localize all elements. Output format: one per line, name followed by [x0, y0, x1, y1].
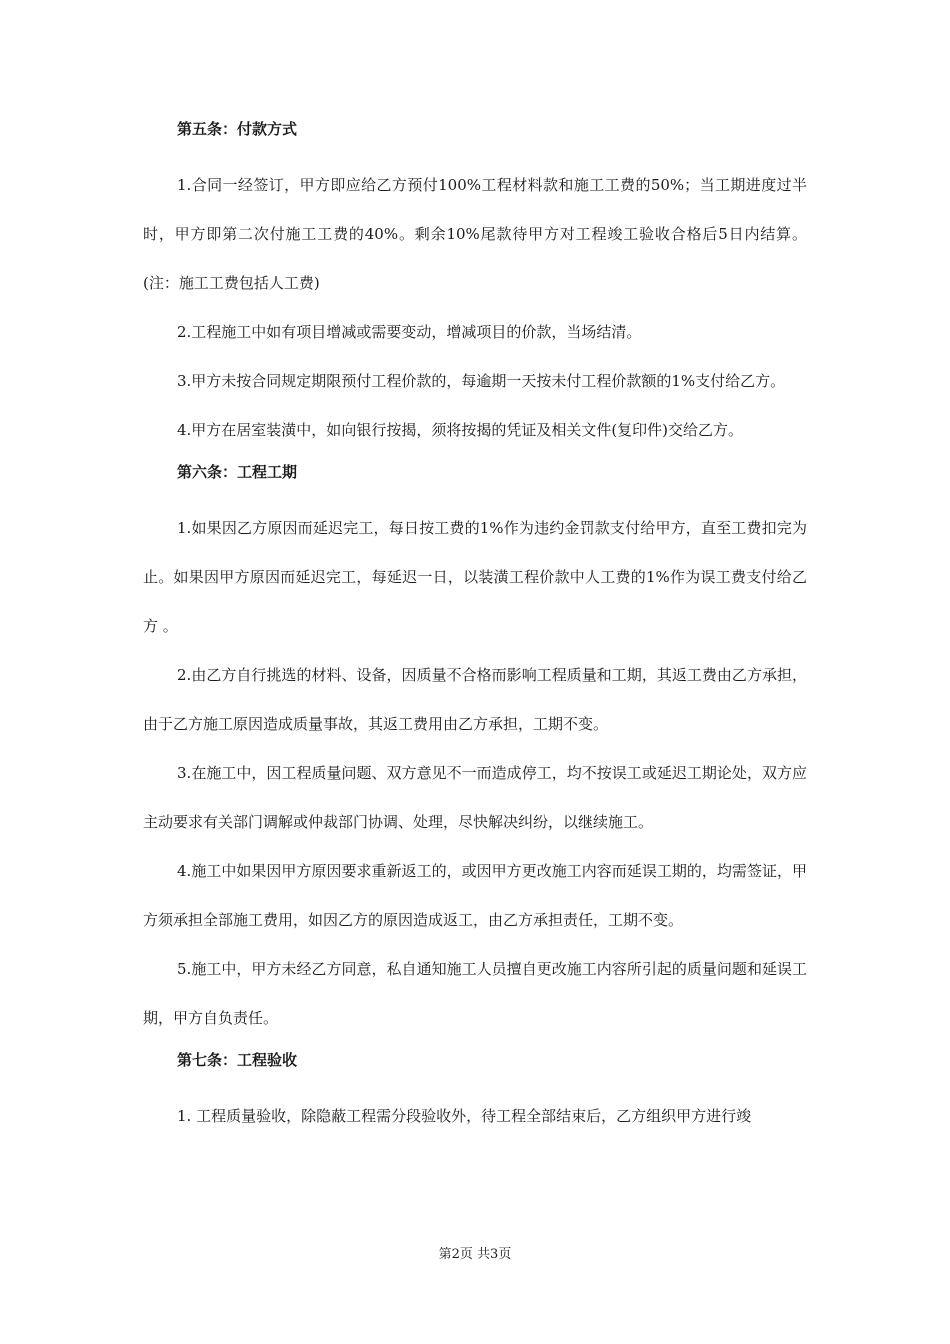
section-title: 第五条：付款方式: [177, 120, 298, 138]
paragraph: 5.施工中，甲方未经乙方同意，私自通知施工人员擅自更改施工内容所引起的质量问题和延误工期，甲方自负责任。: [143, 960, 807, 1027]
paragraph: 1. 工程质量验收，除隐蔽工程需分段验收外，待工程全部结束后，乙方组织甲方进行竣: [177, 1107, 752, 1125]
section-payment-method: [143, 112, 807, 455]
paragraph: 4.甲方在居室装潢中，如向银行按揭，须将按揭的凭证及相关文件(复印件)交给乙方。: [177, 421, 744, 439]
paragraph: 3.甲方未按合同规定期限预付工程价款的，每逾期一天按未付工程价款额的1%支付给乙方。: [177, 372, 786, 390]
section-construction-period: [143, 455, 807, 1043]
section-acceptance: [143, 1043, 807, 1141]
paragraph: 3.在施工中，因工程质量问题、双方意见不一而造成停工，均不按误工或延迟工期论处，双方应主动要求有关部门调解或仲裁部门协调、处理，尽快解决纠纷，以继续施工。: [143, 764, 807, 831]
section-title: 第六条：工程工期: [177, 463, 298, 481]
page-number-footer: 第2页 共3页: [438, 1247, 512, 1262]
paragraph: 4.施工中如果因甲方原因要求重新返工的，或因甲方更改施工内容而延误工期的，均需签证，甲方须承担全部施工费用，如因乙方的原因造成返工，由乙方承担责任，工期不变。: [143, 862, 807, 929]
document-body: [143, 112, 807, 1141]
paragraph: 2.由乙方自行挑选的材料、设备，因质量不合格而影响工程质量和工期，其返工费由乙方承担，由于乙方施工原因造成质量事故，其返工费用由乙方承担，工期不变。: [143, 666, 807, 733]
paragraph: 1.如果因乙方原因而延迟完工，每日按工费的1%作为违约金罚款支付给甲方，直至工费扣完为止。如果因甲方原因而延迟完工，每延迟一日，以装潢工程价款中人工费的1%作为误工费支付给乙方 。: [143, 519, 807, 635]
paragraph: 1.合同一经签订，甲方即应给乙方预付100%工程材料款和施工工费的50%；当工期进度过半时，甲方即第二次付施工工费的40%。剩余10%尾款待甲方对工程竣工验收合格后5日内结算。(注：施工工费包括人工费): [143, 176, 807, 292]
section-title: 第七条：工程验收: [177, 1051, 298, 1069]
paragraph: 2.工程施工中如有项目增减或需要变动，增减项目的价款，当场结清。: [177, 323, 642, 341]
